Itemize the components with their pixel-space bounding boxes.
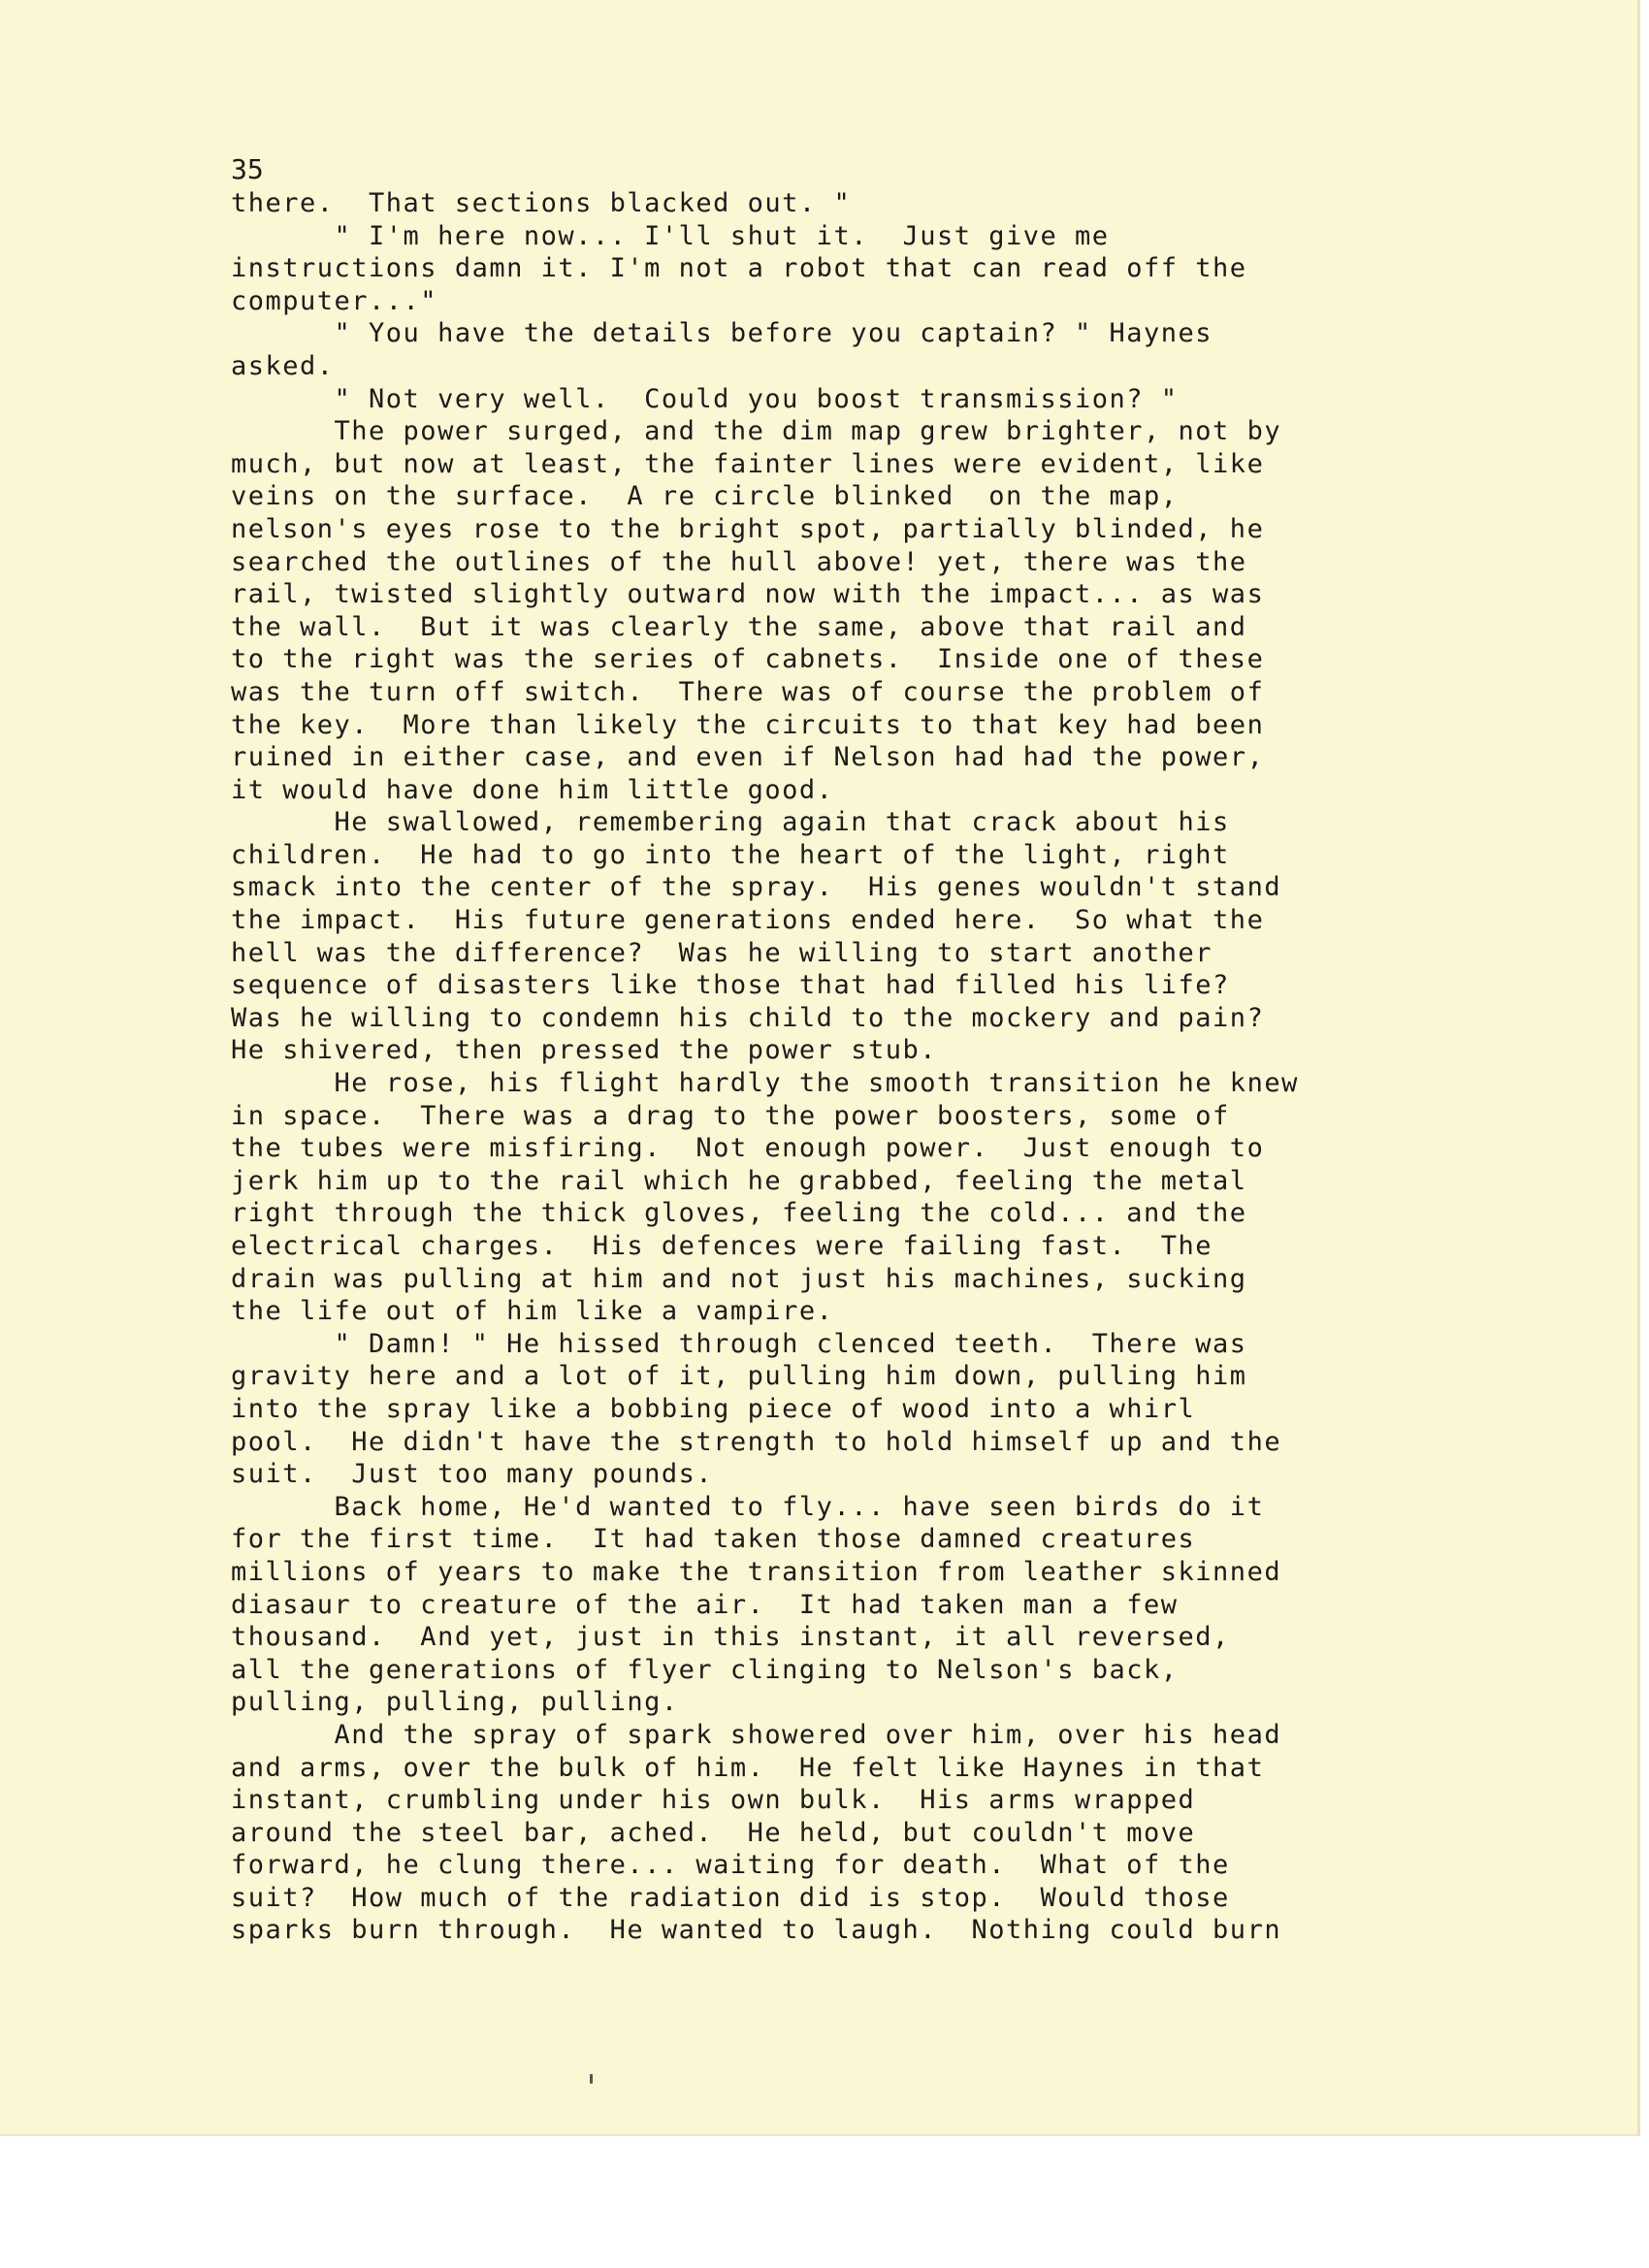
text-line: He shivered, then pressed the power stub. [231, 1035, 937, 1066]
text-line: nelson's eyes rose to the bright spot, partially blinded, he [231, 513, 1265, 544]
text-line: all the generations of flyer clinging to Nelson's back, [231, 1654, 1179, 1685]
text-line: pool. He didn't have the strength to hold himself up and the [231, 1426, 1282, 1457]
text-line: diasaur to creature of the air. It had taken man a few [231, 1589, 1179, 1620]
manuscript-body [231, 187, 1434, 1947]
text-line: it would have done him little good. [231, 774, 834, 805]
text-line: computer..." [231, 285, 438, 316]
text-line: gravity here and a lot of it, pulling him down, pulling him [231, 1361, 1247, 1392]
text-line: the wall. But it was clearly the same, above that rail and [231, 611, 1247, 642]
text-line: Was he willing to condemn his child to the mockery and pain? [231, 1002, 1265, 1033]
text-line: thousand. And yet, just in this instant, it all reversed, [231, 1622, 1230, 1653]
text-line: He swallowed, remembering again that crack about his [231, 807, 1230, 838]
text-line: forward, he clung there... waiting for death. What of the [231, 1850, 1230, 1881]
text-line: " Damn! " He hissed through clenced teeth. There was [231, 1328, 1247, 1359]
text-line: ruined in either case, and even if Nelson had had the power, [231, 742, 1265, 773]
text-line: much, but now at least, the fainter lines were evident, like [231, 448, 1265, 479]
text-line: was the turn off switch. There was of course the problem of [231, 676, 1265, 707]
text-line: hell was the difference? Was he willing to start another [231, 937, 1213, 968]
text-line: suit? How much of the radiation did is stop. Would those [231, 1882, 1230, 1913]
text-line: drain was pulling at him and not just his machines, sucking [231, 1263, 1247, 1294]
text-line: veins on the surface. A re circle blinked on the map, [231, 481, 1179, 512]
text-line: smack into the center of the spray. His genes wouldn't stand [231, 872, 1282, 903]
text-line: for the first time. It had taken those damned creatures [231, 1524, 1196, 1555]
text-line: the tubes were misfiring. Not enough power. Just enough to [231, 1133, 1265, 1164]
text-line: in space. There was a drag to the power boosters, some of [231, 1100, 1230, 1131]
text-line: And the spray of spark showered over him, over his head [231, 1719, 1282, 1750]
text-line: " I'm here now... I'll shut it. Just give me [231, 220, 1110, 251]
text-line: the life out of him like a vampire. [231, 1296, 834, 1327]
text-line: asked. [231, 350, 335, 381]
text-line: The power surged, and the dim map grew brighter, not by [231, 416, 1282, 447]
text-line: electrical charges. His defences were failing fast. The [231, 1231, 1213, 1261]
page-number: 35 [231, 153, 264, 185]
text-line: millions of years to make the transition from leather skinned [231, 1556, 1282, 1587]
text-line: sequence of disasters like those that had filled his life? [231, 970, 1230, 1001]
text-line: Back home, He'd wanted to fly... have seen birds do it [231, 1491, 1265, 1522]
text-line: the impact. His future generations ended here. So what the [231, 905, 1265, 936]
text-line: to the right was the series of cabnets. Inside one of these [231, 644, 1265, 675]
text-line: there. That sections blacked out. " [231, 188, 852, 218]
text-line: rail, twisted slightly outward now with the impact... as was [231, 579, 1265, 610]
text-line: and arms, over the bulk of him. He felt like Haynes in that [231, 1752, 1265, 1783]
text-line: He rose, his flight hardly the smooth transition he knew [231, 1068, 1299, 1099]
ink-speck [590, 2074, 593, 2084]
text-line: pulling, pulling, pulling. [231, 1687, 679, 1718]
text-line: sparks burn through. He wanted to laugh. Nothing could burn [231, 1915, 1282, 1946]
text-line: jerk him up to the rail which he grabbed, feeling the metal [231, 1165, 1247, 1196]
text-line: searched the outlines of the hull above! yet, there was the [231, 546, 1247, 577]
text-line: the key. More than likely the circuits to that key had been [231, 709, 1265, 740]
text-line: around the steel bar, ached. He held, but couldn't move [231, 1817, 1196, 1848]
text-line: instructions damn it. I'm not a robot that can read off the [231, 253, 1247, 284]
text-line: " You have the details before you captain? " Haynes [231, 318, 1213, 349]
text-line: " Not very well. Could you boost transmission? " [231, 383, 1179, 414]
text-line: into the spray like a bobbing piece of wood into a whirl [231, 1393, 1196, 1424]
text-line: right through the thick gloves, feeling the cold... and the [231, 1198, 1247, 1229]
text-line: instant, crumbling under his own bulk. His arms wrapped [231, 1785, 1196, 1816]
text-line: suit. Just too many pounds. [231, 1459, 714, 1490]
text-line: children. He had to go into the heart of the light, right [231, 839, 1230, 870]
